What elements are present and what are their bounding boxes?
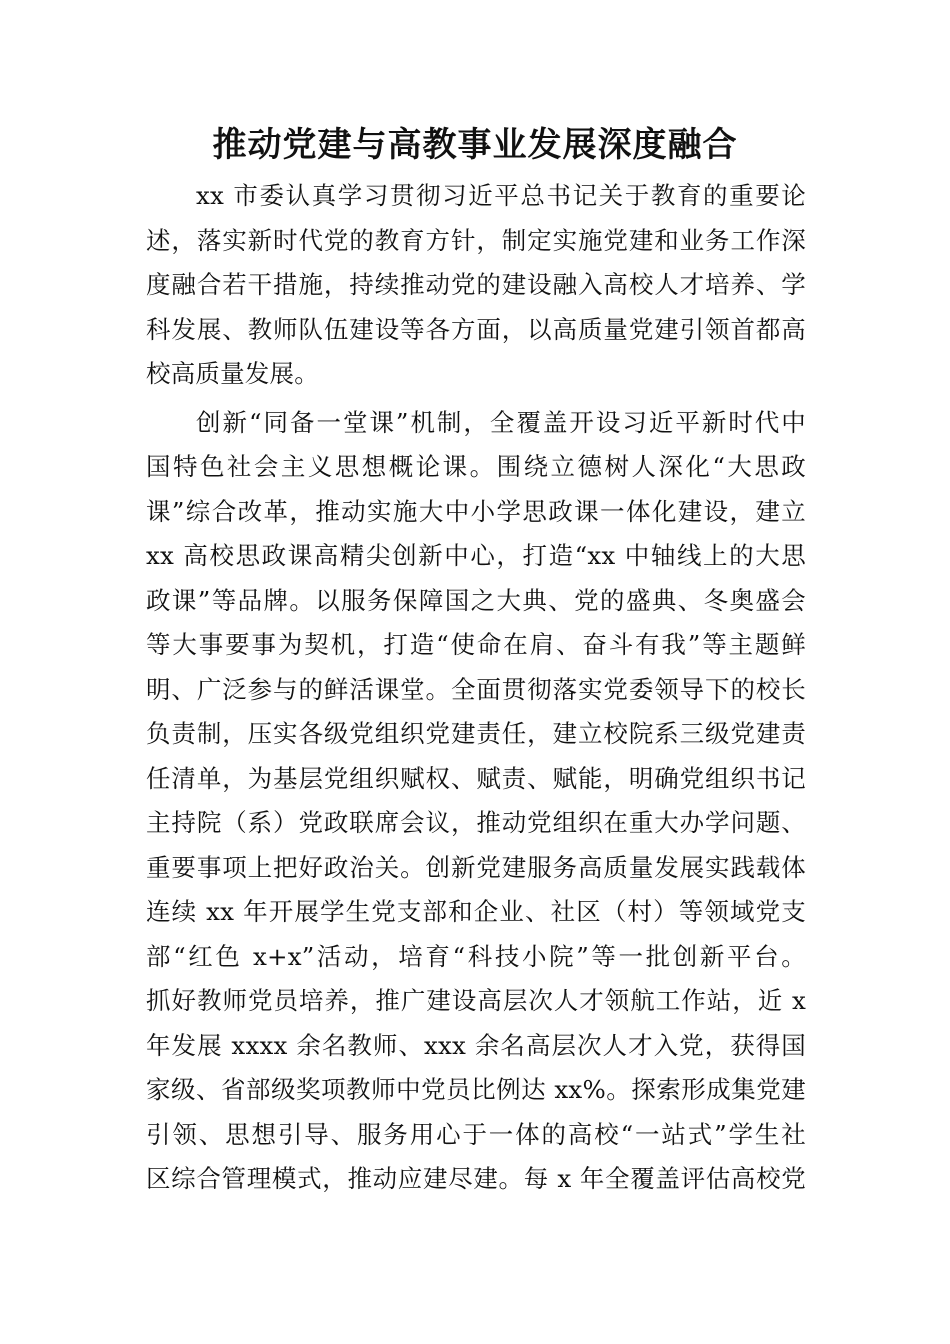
paragraph-line: 引领、思想引导、服务用心于一体的高校“一站式”学生社: [146, 1119, 806, 1149]
paragraph-line: 科发展、教师队伍建设等各方面，以高质量党建引领首都高: [146, 314, 806, 344]
paragraph-line: 等大事要事为契机，打造“使命在肩、奋斗有我”等主题鲜: [146, 630, 806, 659]
paragraph-line: 抓好教师党员培养，推广建设高层次人才领航工作站，近 x: [146, 986, 806, 1015]
paragraph-line: 政课”等品牌。以服务保障国之大典、党的盛典、冬奥盛会: [146, 585, 806, 615]
document-body: [146, 174, 806, 1202]
paragraph-1: [146, 174, 806, 397]
paragraph-line: 区综合管理模式，推动应建尽建。每 x 年全覆盖评估高校党: [146, 1164, 806, 1193]
paragraph-line: 家级、省部级奖项教师中党员比例达 xx%。探索形成集党建: [146, 1075, 806, 1104]
paragraph-line: 连续 xx 年开展学生党支部和企业、社区（村）等领域党支: [146, 897, 806, 926]
paragraph-line: 校高质量发展。: [146, 359, 319, 388]
document-title: 推动党建与高教事业发展深度融合: [212, 125, 738, 165]
paragraph-line: 主持院（系）党政联席会议，推动党组织在重大办学问题、: [146, 808, 806, 837]
paragraph-line: 部“红色 x+x”活动，培育“科技小院”等一批创新平台。: [146, 941, 806, 971]
paragraph-line: xx 高校思政课高精尖创新中心，打造“xx 中轴线上的大思: [146, 541, 806, 570]
paragraph-line: 度融合若干措施，持续推动党的建设融入高校人才培养、学: [146, 270, 806, 299]
paragraph-line: 述，落实新时代党的教育方针，制定实施党建和业务工作深: [146, 225, 806, 255]
paragraph-line: 国特色社会主义思想概论课。围绕立德树人深化“大思政: [146, 452, 806, 481]
paragraph-line: xx 市委认真学习贯彻习近平总书记关于教育的重要论: [196, 181, 806, 210]
paragraph-line: 课”综合改革，推动实施大中小学思政课一体化建设，建立: [146, 496, 806, 526]
paragraph-line: 任清单，为基层党组织赋权、赋责、赋能，明确党组织书记: [146, 763, 806, 793]
paragraph-line: 年发展 xxxx 余名教师、xxx 余名高层次人才入党，获得国: [146, 1030, 806, 1060]
paragraph-line: 明、广泛参与的鲜活课堂。全面贯彻落实党委领导下的校长: [146, 674, 806, 704]
paragraph-2: [146, 401, 806, 1202]
paragraph-line: 重要事项上把好政治关。创新党建服务高质量发展实践载体: [146, 852, 806, 882]
paragraph-line: 负责制，压实各级党组织党建责任，建立校院系三级党建责: [146, 719, 806, 748]
paragraph-line: 创新“同备一堂课”机制，全覆盖开设习近平新时代中: [196, 407, 806, 437]
